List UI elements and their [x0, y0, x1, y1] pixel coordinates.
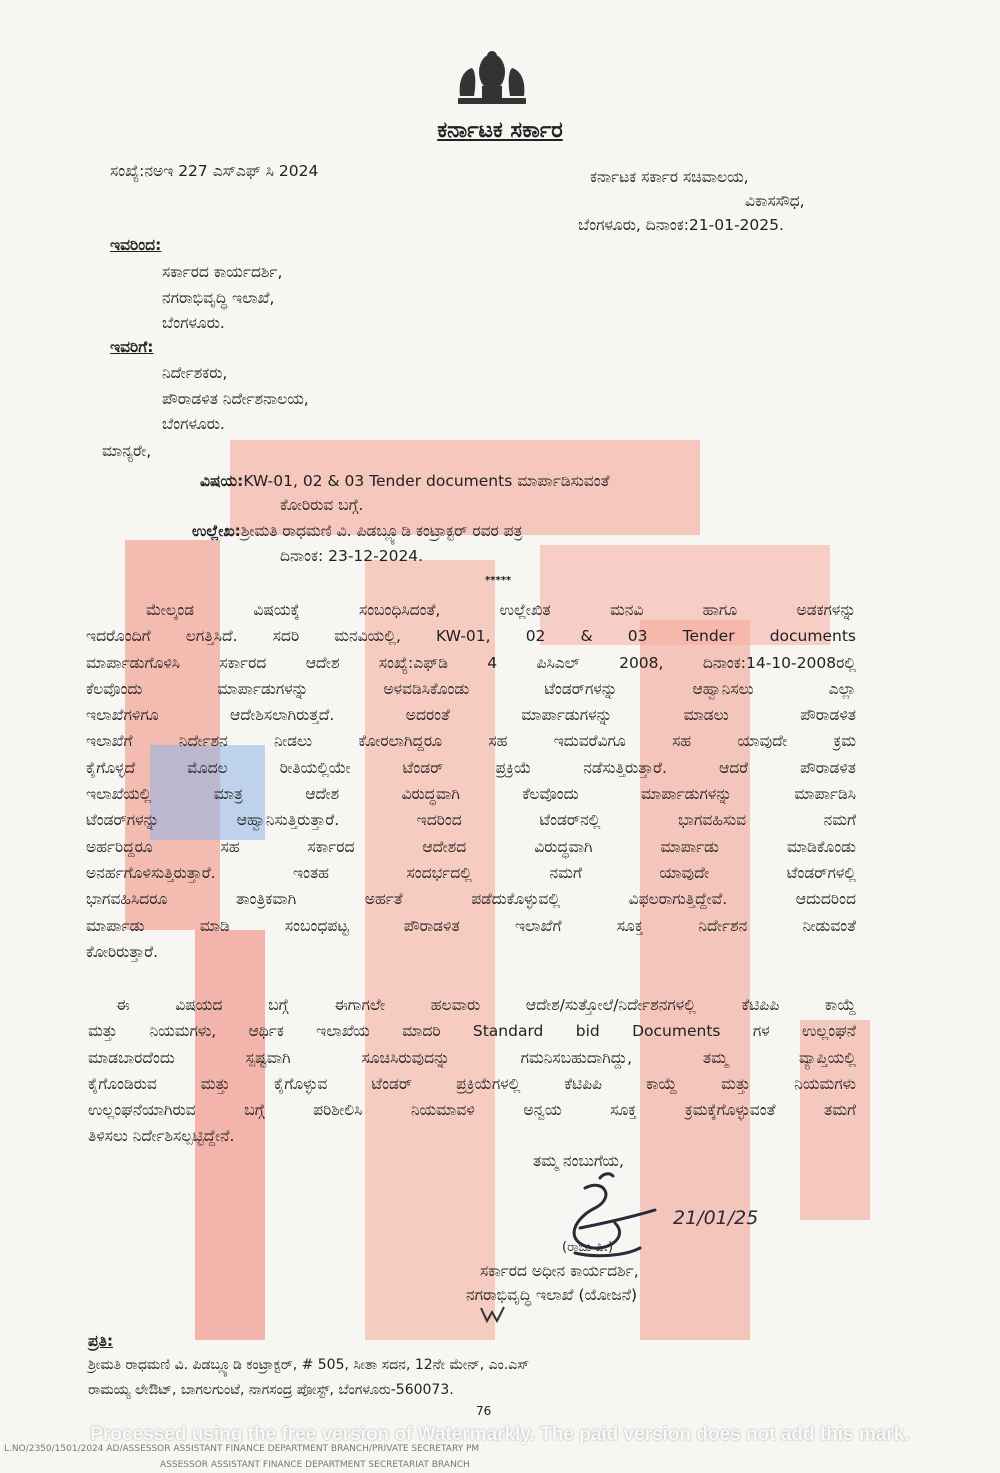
paragraph-line: ಕೆಲವೊಂದು ಮಾರ್ಪಾಡುಗಳನ್ನು ಅಳವಡಿಸಿಕೊಂಡು ಟೆಂಡರ್‌ಗಳನ್ನು ಆಹ್ವಾನಿಸಲು ಎಲ್ಲಾ	[86, 679, 856, 698]
paragraph-line: ಇದರೊಂದಿಗೆ ಲಗತ್ತಿಸಿದೆ. ಸದರಿ ಮನವಿಯಲ್ಲಿ, KW-01, 02 & 03 Tender documents	[86, 627, 856, 646]
copy-line-1: ಶ್ರೀಮತಿ ರಾಧಮಣಿ ವಿ. ಪಿಡಬ್ಲ್ಯೂಡಿ ಕಂಟ್ರಾಕ್ಟರ್, # 505, ಸೀತಾ ಸದನ, 12ನೇ ಮೇನ್, ಎಂ.ಎಸ್	[88, 1357, 530, 1373]
reference-text-2: ದಿನಾಂಕ: 23-12-2024.	[280, 547, 424, 565]
paragraph-line: ಮತ್ತು ನಿಯಮಗಳು, ಆರ್ಥಿಕ ಇಲಾಖೆಯ ಮಾದರಿ Standard bid Documents ಗಳ ಉಲ್ಲಂಘನೆ	[88, 1022, 856, 1041]
subject-line-1	[200, 472, 609, 491]
page-number: 76	[476, 1404, 492, 1418]
initials-mark-icon	[478, 1304, 518, 1326]
paragraph-line: ಟೆಂಡರ್‌ಗಳನ್ನು ಆಹ್ವಾನಿಸುತ್ತಿರುತ್ತಾರೆ. ಇದರಿಂದ ಟೆಂಡರ್‌ನಲ್ಲಿ ಭಾಗವಹಿಸುವ ನಮಗೆ	[86, 811, 856, 830]
paragraph-line: ತಿಳಿಸಲು ನಿರ್ದೇಶಿಸಲ್ಪಟ್ಟಿದ್ದೇನೆ.	[88, 1127, 235, 1146]
state-emblem-icon	[452, 50, 532, 106]
to-label: ಇವರಿಗೆ:	[110, 338, 154, 356]
letter-date: ಬೆಂಗಳೂರು, ದಿನಾಂಕ:21-01-2025.	[578, 216, 784, 234]
paragraph-line: ಕೋರಿರುತ್ತಾರೆ.	[86, 942, 159, 961]
paragraph-line: ಈ ವಿಷಯದ ಬಗ್ಗೆ ಈಗಾಗಲೇ ಹಲವಾರು ಆದೇಶ/ಸುತ್ತೋಲೆ/ನಿರ್ದೇಶನಗಳಲ್ಲಿ ಕೆಟಿಪಿಪಿ ಕಾಯ್ದೆ	[116, 996, 856, 1014]
paragraph-line: ಮಾರ್ಪಾಡು ಮಾಡಿ ಸಂಬಂಧಪಟ್ಟ ಪೌರಾಡಳಿತ ಇಲಾಖೆಗೆ ಸೂಕ್ತ ನಿರ್ದೇಶನ ನೀಡುವಂತೆ	[86, 916, 856, 935]
paragraph-line: ಮೇಲ್ಕಂಡ ವಿಷಯಕ್ಕೆ ಸಂಬಂಧಿಸಿದಂತೆ, ಉಲ್ಲೇಖಿತ ಮನವಿ ಹಾಗೂ ಅಡಕಗಳನ್ನು	[146, 601, 856, 619]
subject-label: ವಿಷಯ:	[200, 472, 244, 490]
reference-label: ಉಲ್ಲೇಖ:	[192, 522, 241, 540]
paragraph-line: ಭಾಗವಹಿಸಿದರೂ ತಾಂತ್ರಿಕವಾಗಿ ಅರ್ಹತೆ ಪಡೆದುಕೊಳ್ಳುವಲ್ಲಿ ವಿಫಲರಾಗುತ್ತಿದ್ದೇವೆ. ಆದುದರಿಂದ	[86, 890, 856, 909]
subject-text-1: KW-01, 02 & 03 Tender documents ಮಾರ್ಪಾಡಿಸುವಂತೆ	[243, 472, 610, 490]
government-title: ಕರ್ನಾಟಕ ಸರ್ಕಾರ	[437, 118, 563, 143]
subject-text-2: ಕೋರಿರುವ ಬಗ್ಗೆ.	[280, 496, 364, 514]
signature-date: 21/01/25	[673, 1207, 759, 1229]
paragraph-line: ಉಲ್ಲಂಘನೆಯಾಗಿರುವ ಬಗ್ಗೆ ಪರಿಶೀಲಿಸಿ ನಿಯಮಾವಳಿ ಅನ್ವಯ ಸೂಕ್ತ ಕ್ರಮಕ್ಕೆಗೊಳ್ಳುವಂತೆ ತಮಗೆ	[88, 1101, 856, 1120]
to-line-1: ನಿರ್ದೇಶಕರು,	[162, 364, 228, 382]
signatory-name: (ರಾಜು ಪಿ.)	[562, 1240, 614, 1255]
paragraph-line: ಅನರ್ಹಗೊಳಿಸುತ್ತಿರುತ್ತಾರೆ. ಇಂತಹ ಸಂದರ್ಭದಲ್ಲಿ ನಮಗೆ ಯಾವುದೇ ಟೆಂಡರ್‌ಗಳಲ್ಲಿ	[86, 863, 856, 882]
salutation: ಮಾನ್ಯರೇ,	[102, 442, 152, 460]
paragraph-line: ಇಲಾಖೆಗೆ ನಿರ್ದೇಶನ ನೀಡಲು ಕೋರಲಾಗಿದ್ದರೂ ಸಹ ಇದುವರೆವಿಗೂ ಸಹ ಯಾವುದೇ ಕ್ರಮ	[86, 732, 856, 751]
paragraph-line: ಅರ್ಹರಿದ್ದರೂ ಸಹ ಸರ್ಕಾರದ ಆದೇಶದ ವಿರುದ್ಧವಾಗಿ ಮಾರ್ಪಾಡು ಮಾಡಿಕೊಂಡು	[86, 837, 856, 856]
watermark-notice: Processed using the free version of Watermarkly. The paid version does not add this mark.	[90, 1424, 910, 1445]
paragraph-line: ಕೈಗೊಳ್ಳದೆ ಮೊದಲ ರೀತಿಯಲ್ಲಿಯೇ ಟೆಂಡರ್ ಪ್ರಕ್ರಿಯೆ ನಡೆಸುತ್ತಿರುತ್ತಾರೆ. ಆದರೆ ಪೌರಾಡಳಿತ	[86, 758, 856, 777]
reference-text-1: ಶ್ರೀಮತಿ ರಾಧಮಣಿ ವಿ. ಪಿಡಬ್ಲ್ಯೂಡಿ ಕಂಟ್ರಾಕ್ಟರ್ ರವರ ಪತ್ರ	[240, 522, 523, 540]
from-line-1: ಸರ್ಕಾರದ ಕಾರ್ಯದರ್ಶಿ,	[162, 263, 283, 281]
separator: *****	[485, 575, 512, 586]
scan-stamp-line-1: L.NO/2350/1501/2024 AD/ASSESSOR ASSISTANT FINANCE DEPARTMENT BRANCH/PRIVATE SECRETARY PM	[4, 1444, 480, 1454]
scan-stamp-line-2: ASSESSOR ASSISTANT FINANCE DEPARTMENT SECRETARIAT BRANCH	[160, 1460, 470, 1470]
paragraph-line: ಇಲಾಖೆಯಲ್ಲಿ ಮಾತ್ರ ಆದೇಶ ವಿರುದ್ಧವಾಗಿ ಕೆಲವೊಂದು ಮಾರ್ಪಾಡುಗಳನ್ನು ಮಾರ್ಪಾಡಿಸಿ	[86, 785, 856, 804]
yours-faithfully: ತಮ್ಮ ನಂಬುಗೆಯ,	[533, 1152, 624, 1170]
letter-number: ಸಂಖ್ಯೆ:ನಅಇ 227 ಎಸ್‌ಎಫ್ ಸಿ 2024	[110, 162, 319, 180]
paragraph-line: ಮಾಡಬಾರದೆಂದು ಸ್ಪಷ್ಟವಾಗಿ ಸೂಚಿಸಿರುವುದನ್ನು ಗಮನಿಸಬಹುದಾಗಿದ್ದು, ತಮ್ಮ ವ್ಯಾಪ್ತಿಯಲ್ಲಿ	[88, 1048, 856, 1067]
paragraph-line: ಮಾರ್ಪಾಡುಗೊಳಿಸಿ ಸರ್ಕಾರದ ಆದೇಶ ಸಂಖ್ಯೆ:ಎಫ್‌ಡಿ 4 ಪಿಸಿಎಲ್ 2008, ದಿನಾಂಕ:14-10-2008ರಲ್ಲಿ	[86, 653, 856, 672]
to-line-3: ಬೆಂಗಳೂರು.	[162, 415, 225, 433]
signatory-designation-2: ನಗರಾಭಿವೃದ್ಧಿ ಇಲಾಖೆ (ಯೋಜನೆ)	[466, 1286, 638, 1304]
from-label: ಇವರಿಂದ:	[110, 236, 162, 254]
copy-label: ಪ್ರತಿ:	[88, 1332, 114, 1350]
signatory-designation-1: ಸರ್ಕಾರದ ಅಧೀನ ಕಾರ್ಯದರ್ಶಿ,	[480, 1262, 639, 1280]
office-line-2: ವಿಕಾಸಸೌಧ,	[745, 192, 805, 210]
to-line-2: ಪೌರಾಡಳಿತ ನಿರ್ದೇಶನಾಲಯ,	[162, 390, 309, 408]
copy-line-2: ರಾಮಯ್ಯ ಲೇಔಟ್, ಬಾಗಲಗುಂಟೆ, ನಾಗಸಂದ್ರ ಪೋಸ್ಟ್, ಬೆಂಗಳೂರು-560073.	[88, 1382, 454, 1398]
paragraph-1	[86, 597, 856, 965]
paragraph-line: ಇಲಾಖೆಗಳಿಗೂ ಆದೇಶಿಸಲಾಗಿರುತ್ತದೆ. ಅದರಂತೆ ಮಾರ್ಪಾಡುಗಳನ್ನು ಮಾಡಲು ಪೌರಾಡಳಿತ	[86, 706, 856, 725]
from-line-3: ಬೆಂಗಳೂರು.	[162, 314, 225, 332]
paragraph-2	[88, 992, 856, 1150]
reference-line-1	[192, 522, 522, 541]
paragraph-line: ಕೈಗೊಂಡಿರುವ ಮತ್ತು ಕೈಗೊಳ್ಳುವ ಟೆಂಡರ್ ಪ್ರಕ್ರಿಯೆಗಳಲ್ಲಿ ಕೆಟಿಪಿಪಿ ಕಾಯ್ದೆ ಮತ್ತು ನಿಯಮಗಳು	[88, 1074, 856, 1093]
from-line-2: ನಗರಾಭಿವೃದ್ಧಿ ಇಲಾಖೆ,	[162, 289, 275, 307]
office-line-1: ಕರ್ನಾಟಕ ಸರ್ಕಾರ ಸಚಿವಾಲಯ,	[590, 168, 749, 186]
